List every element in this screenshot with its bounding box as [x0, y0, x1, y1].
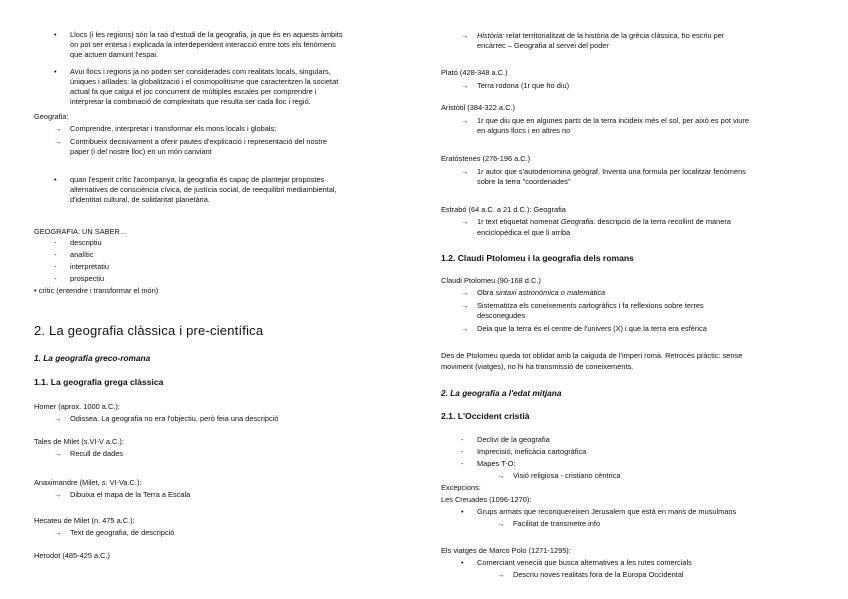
subsection-heading: 1.2. Claudi Ptolomeu i la geografia dels romans	[441, 253, 634, 263]
dash-glyph: -	[54, 238, 57, 247]
arrow-line: paper (i del nostre lloc) en un món canviant	[70, 147, 212, 156]
sub-item: Descriu noves realitats fora de la Europa Occidental	[513, 570, 684, 579]
bullet-line: Grups armats que reconquereixen Jerusalem que està en mans de musulmans	[477, 507, 737, 516]
person-item: Recull de dades	[70, 449, 124, 458]
person-item: Deia que la terra és el centre de l'univers (X) i que la terra era esfèrica	[477, 324, 707, 333]
arrow-icon: →	[54, 137, 62, 146]
person-item: Odissea. La geografia no era l'objectiu, però feia una descripció	[70, 414, 279, 423]
person-item: Sistematitza els coneixements cartogràfics i fa reflexions sobre terres	[477, 301, 704, 310]
person-item: en alguns llocs i en altres no	[477, 126, 571, 135]
bullet-line: interpretar la combinació de complexitats que resulta ser cada lloc i regió.	[70, 97, 311, 106]
bullet-line: que actuen damunt l'espai.	[70, 50, 159, 59]
bullet-line: quan l'esperit crític l'acompanya, la geografia és capaç de plantejar propostes	[70, 175, 325, 184]
person-item: 1r que diu que en algunes parts de la terra incideix més el sol, per això es pot viure	[477, 116, 749, 125]
person-item: enciclopèdica el que li arriba	[477, 228, 571, 237]
arrow-icon: →	[461, 116, 469, 125]
bullet-line: on pot ser entesa i explicada la interdependent interacció entre tots els fenòmens	[70, 40, 336, 49]
ptol-obra-italic: sintaxi astronòmica o matemàtica	[495, 288, 606, 297]
excepcions-label: Excepcions:	[441, 483, 481, 492]
paragraph-line: Des de Ptolomeu queda tot oblidat amb la caiguda de l'imperi romà. Retrocés pràctic: sense	[441, 351, 743, 360]
dash-glyph: -	[461, 435, 464, 444]
person-name: Claudi Ptolomeu (90-168 d.C.)	[441, 276, 541, 285]
sub-item: Visió religiosa - cristiano cèntrica	[513, 471, 621, 480]
person-item: sobre la terra "coordenades"	[477, 177, 571, 186]
bullet-line: Avui llocs i regions ja no poden ser considerades com realitats locals, singulars,	[70, 67, 331, 76]
person-name: Herodot (485-425 a.C.)	[34, 551, 110, 560]
bullet-line: alternatives de consciència cívica, de justícia social, de reequilibri mediambiental,	[70, 185, 337, 194]
arrow-icon: →	[54, 124, 62, 133]
arrow-icon: →	[54, 528, 62, 537]
person-name: Plató (428-348 a.C.)	[441, 68, 508, 77]
subsection-heading: 2. La geografia a l'edat mitjana	[441, 388, 562, 398]
dash-item: Declivi de la geografia	[477, 435, 550, 444]
bullet-glyph: •	[461, 558, 464, 567]
historia-prefix: Història:	[477, 31, 505, 40]
person-name: Estrabó (64 a.C. a 21 d.C.): Geografia	[441, 205, 566, 214]
bullet-glyph: •	[54, 67, 57, 76]
arrow-icon: →	[461, 324, 469, 333]
arrow-line: Comprendre, interpretar i transformar els mons locals i globals;	[70, 124, 277, 133]
person-name: Anaximandre (Milet, s. VI-Va.C.):	[34, 478, 142, 487]
arrow-icon: →	[54, 449, 62, 458]
sub-item: Facilitat de transmetre info	[513, 519, 601, 528]
arrow-icon: →	[461, 288, 469, 297]
arrow-icon: →	[461, 81, 469, 90]
arrow-icon: →	[54, 490, 62, 499]
arrow-icon: →	[54, 414, 62, 423]
paragraph-line: moviment (viatges), no hi ha transmissió de coneixements.	[441, 362, 634, 371]
subsection-heading: 1. La geografia greco-romana	[34, 353, 151, 363]
bullet-line: Comerciant venecià que busca alternatives a les rutes comercials	[477, 558, 692, 567]
person-name: Homer (aprox. 1000 a.C.):	[34, 402, 120, 411]
saber-item: prospectiu	[70, 274, 105, 283]
bullet-glyph: •	[461, 507, 464, 516]
person-item: 1r autor que s'autodenomina geògraf. Inventa una formula per localitzar fenòmens	[477, 167, 746, 176]
critic-line: • crític (entendre i transformar el món)	[34, 286, 159, 295]
saber-item: interpretatiu	[70, 262, 110, 271]
bullet-line: úniques i aïllades: la globalització i el cosmopolitisme que caracteritzen la societat	[70, 77, 339, 86]
bullet-line: Llocs (i les regions) són la raó d'estudi de la geografia, ja que és en aquests àmbits	[70, 30, 343, 39]
saber-title: GEOGRAFIA: UN SABER…	[34, 227, 128, 236]
saber-item: descriptiu	[70, 238, 102, 247]
arrow-icon: →	[497, 519, 505, 528]
dash-glyph: -	[461, 459, 464, 468]
subsection-heading: 1.1. La geografia grega clàssica	[34, 377, 164, 387]
estrabo-italic: Geografia	[560, 217, 594, 226]
person-item	[477, 217, 731, 227]
person-item: Dibuixa el mapa de la Terra a Escala	[70, 490, 191, 499]
person-name: Els viatges de Marco Polo (1271-1295):	[441, 546, 571, 555]
dash-glyph: -	[461, 447, 464, 456]
person-item: Text de geografia, de descripció	[70, 528, 175, 537]
bullet-line: actual fa que calgui el joc concurrent de múltiples escales per comprendre i	[70, 87, 317, 96]
historia-line	[477, 31, 724, 41]
arrow-icon: →	[461, 301, 469, 310]
ptol-obra-pre: Obra	[477, 288, 496, 297]
saber-item: analític	[70, 250, 94, 259]
arrow-icon: →	[497, 570, 505, 579]
person-name: Eratòstenes (276-196 a.C.)	[441, 154, 531, 163]
person-name: Tales de Milet (s.VI-V a.C.):	[34, 437, 124, 446]
arrow-line: Contribueix decisivament a oferir pautes d'explicació i representació del nostre	[70, 137, 327, 146]
dash-item: Imprecisió, ineficàcia cartogràfica	[477, 447, 587, 456]
person-item	[477, 288, 605, 298]
dash-glyph: -	[54, 262, 57, 271]
subsection-heading: 2.1. L'Occident cristià	[441, 411, 530, 421]
dash-item: Mapes T-O:	[477, 459, 516, 468]
arrow-icon: →	[461, 31, 469, 40]
historia-text: relat territorialitzat de la història de la grècia clàssica, ho escriu per	[504, 31, 725, 40]
arrow-icon: →	[461, 217, 469, 226]
dash-glyph: -	[54, 250, 57, 259]
arrow-icon: →	[497, 471, 505, 480]
historia-line: encàrrec – Geografia al servei del poder	[477, 41, 609, 50]
estrabo-pre: 1r text etiquetat nomenat	[477, 217, 561, 226]
bullet-glyph: •	[54, 30, 57, 39]
person-name: Aristòtil (384-322 a.C.)	[441, 103, 515, 112]
person-item: Terra rodona (1r que ho diu)	[477, 81, 570, 90]
person-name: Les Creuades (1096-1270):	[441, 495, 532, 504]
geografia-label: Geografia:	[34, 112, 69, 121]
person-name: Hecateu de Milet (n. 475 a.C.):	[34, 516, 135, 525]
bullet-glyph: •	[54, 175, 57, 184]
estrabo-post: : descripció de la terra recollint de manera	[593, 217, 731, 226]
dash-glyph: -	[54, 274, 57, 283]
person-item: desconegudes	[477, 311, 526, 320]
arrow-icon: →	[461, 167, 469, 176]
section-heading: 2. La geografia clàssica i pre-científica	[34, 323, 264, 338]
bullet-line: d'identitat cultural, de solidaritat planetària.	[70, 195, 210, 204]
